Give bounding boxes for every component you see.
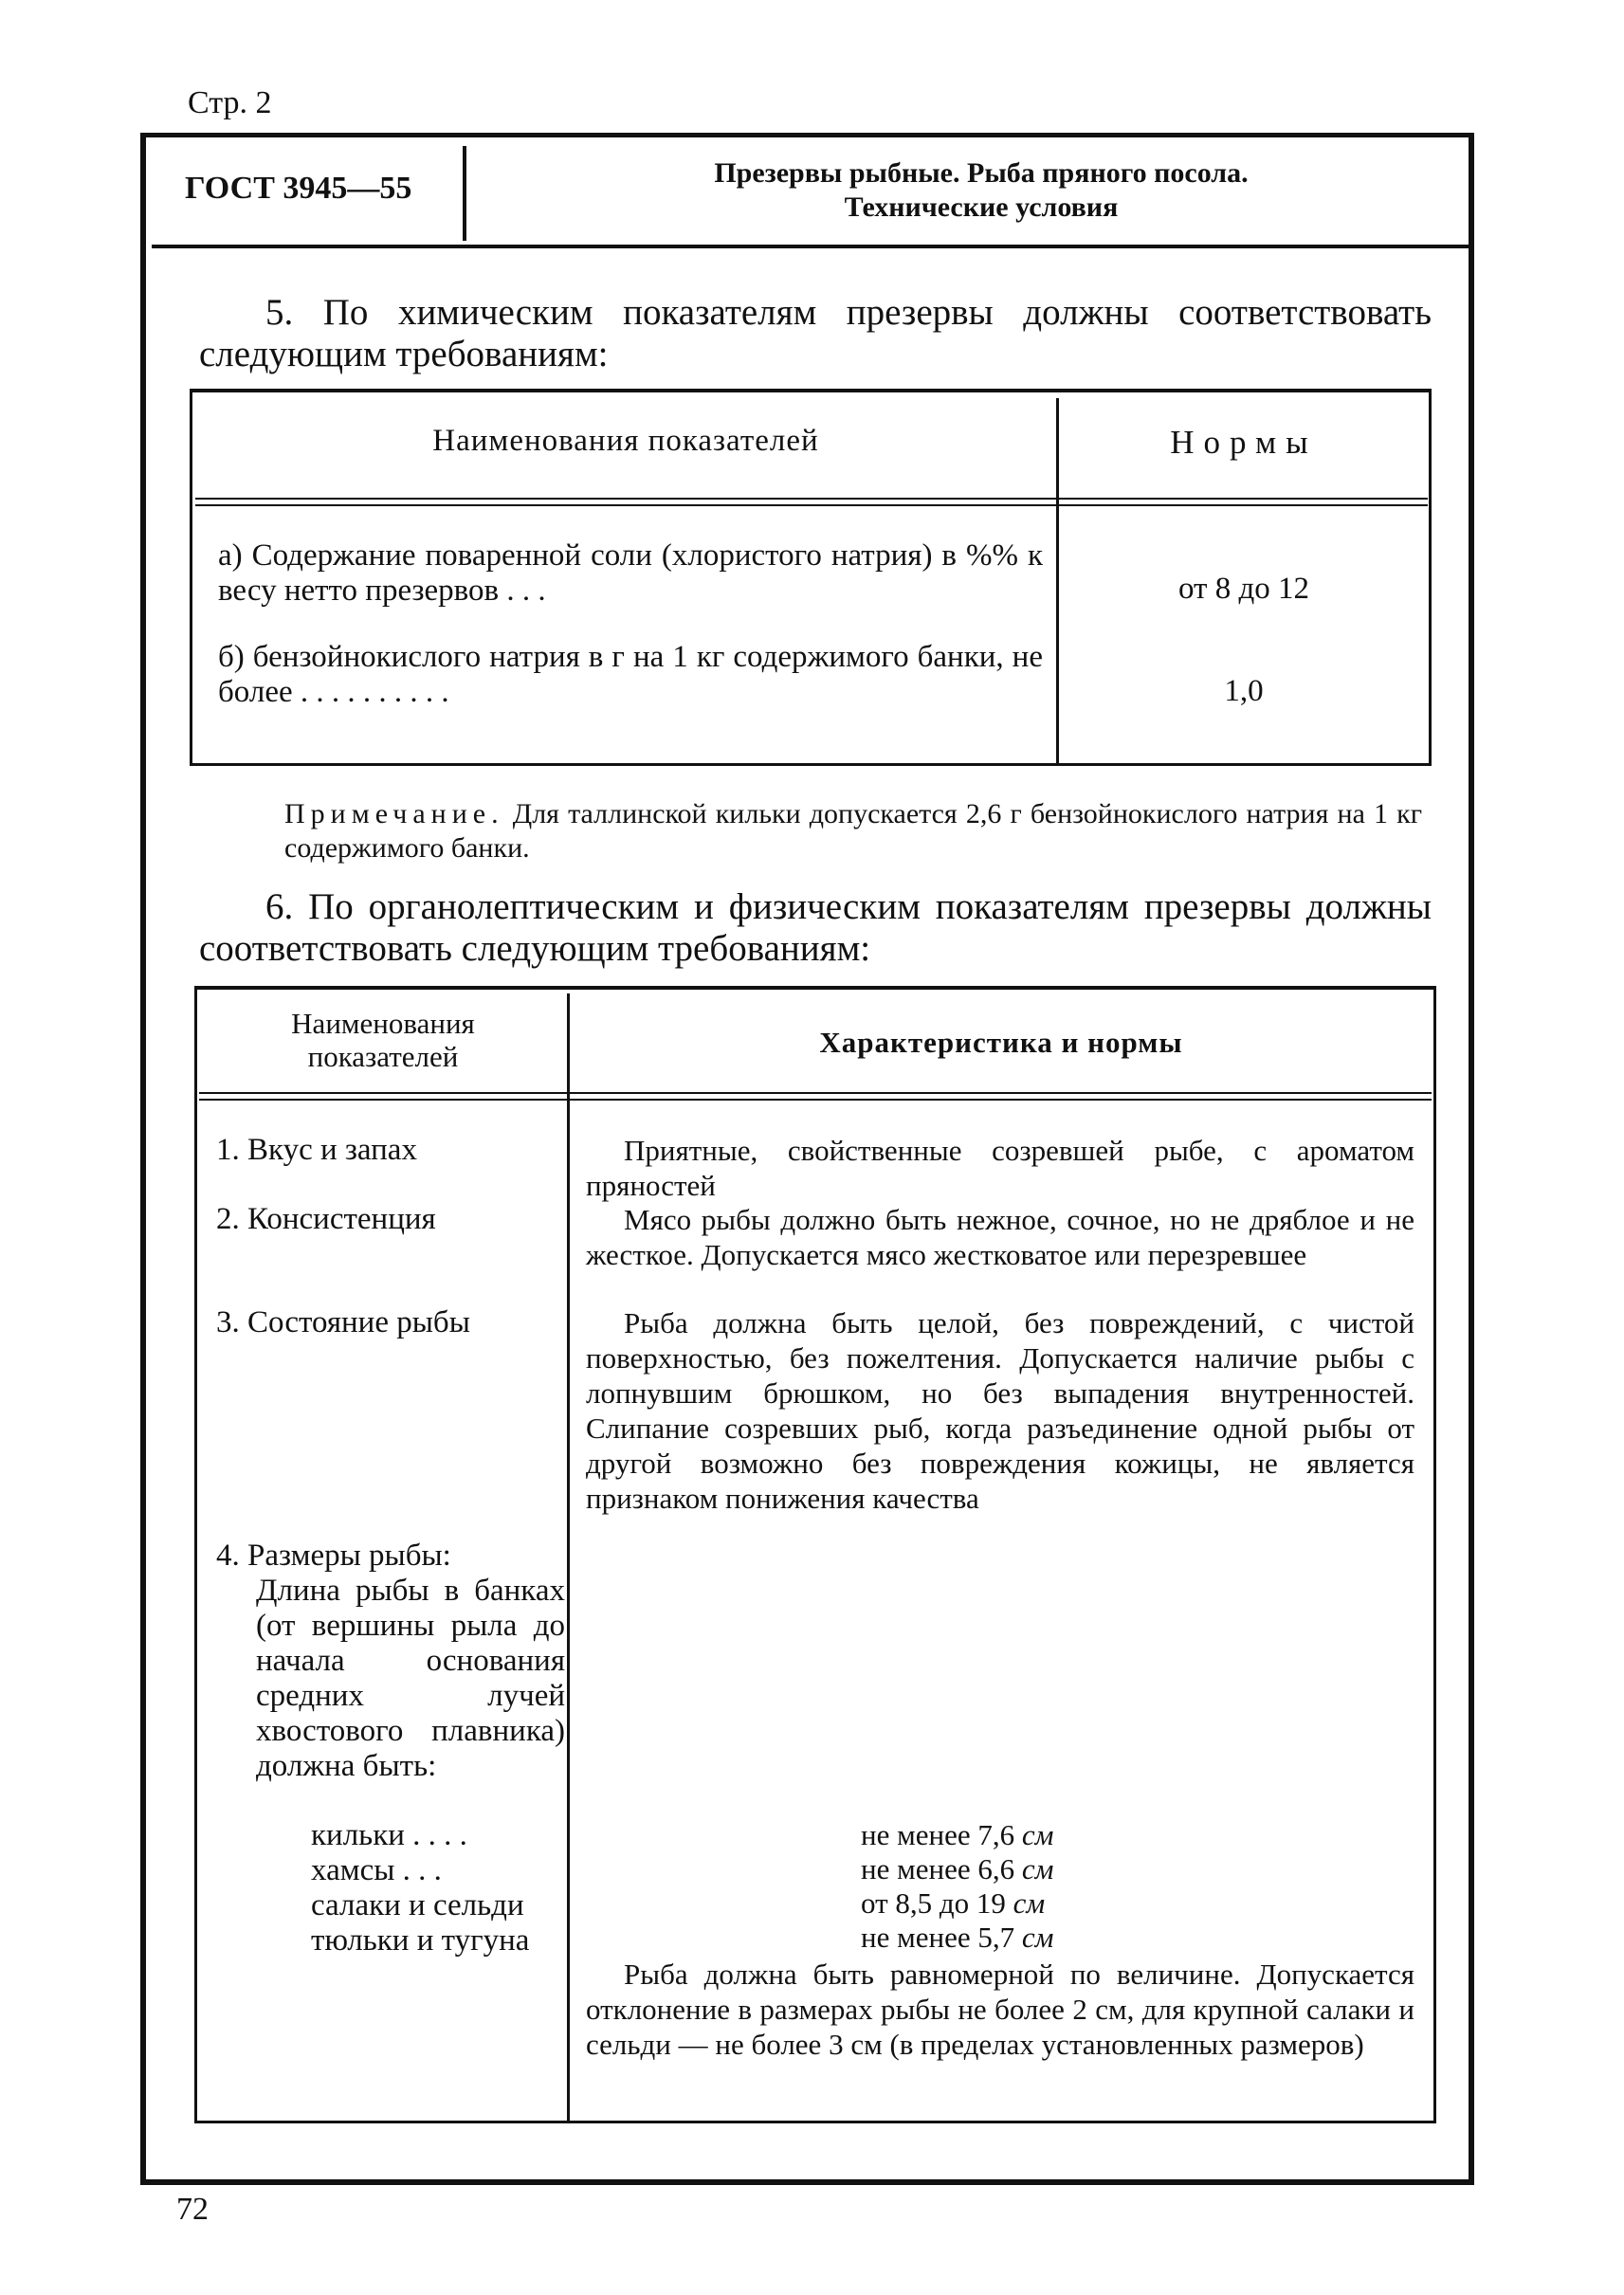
fish-size-list: [311, 1818, 567, 1958]
table-row-salt-name: а) Содержание поваренной соли (хлористого натрия) в %% к весу нетто презервов . . .: [218, 538, 1043, 608]
column-header-indicators: [199, 1007, 567, 1073]
table-note: [284, 797, 1422, 865]
table-top-rule: [190, 389, 1432, 392]
row-taste-name: 1. Вкус и запах: [216, 1133, 417, 1167]
fish-size-note: Рыба должна быть равномерной по величине. Допускается отклонение в размерах рыбы не более 2 см, для крупной салаки и сельди — не более 3 см (в пределах установленных размеров): [586, 1958, 1414, 2061]
column-header-norms: Нормы: [1170, 424, 1318, 461]
size-fish-tulka: тюльки и тугуна: [311, 1923, 530, 1958]
size-norm-tulka: не менее 5,7 см: [861, 1921, 1054, 1954]
table-header-rule: [199, 1092, 1432, 1094]
size-fish-herring: салаки и сельди: [311, 1888, 524, 1922]
page-number: 72: [176, 2192, 209, 2227]
header-rule: [152, 245, 1469, 248]
section-6-text: 6. По органолептическим и физическим показателям презервы должны соответствовать следующим требованиям:: [199, 886, 1432, 969]
note-text: Для таллинской кильки допускается 2,6 г бензойнокислого натрия на 1 кг содержимого банки.: [284, 798, 1423, 864]
table-row-benzoate-value: 1,0: [1224, 674, 1264, 708]
column-header-indicators: Наименования показателей: [432, 424, 819, 458]
row-fish-size-name: 4. Размеры рыбы:: [216, 1539, 451, 1573]
table-header-rule: [195, 504, 1428, 506]
table-row-salt-value: от 8 до 12: [1177, 572, 1310, 606]
size-norm-sprat: не менее 7,6 см: [861, 1818, 1054, 1851]
row-consistency-value: Мясо рыбы должно быть нежное, сочное, но не дряблое и не жесткое. Допускается мясо жестковатое или перезревшее: [586, 1203, 1414, 1271]
header-divider: [463, 146, 466, 241]
size-norm-anchovy: не менее 6,6 см: [861, 1852, 1054, 1885]
note-label: Примечание.: [284, 798, 504, 829]
size-fish-anchovy: хамсы . . .: [311, 1853, 442, 1887]
fish-size-intro: Длина рыбы в банках (от вершины рыла до начала основания средних лучей хвостового плавника) должна быть:: [256, 1574, 565, 1783]
table-top-rule: [194, 986, 1436, 990]
row-fish-state-name: 3. Состояние рыбы: [216, 1305, 470, 1339]
row-fish-state-value: Рыба должна быть целой, без повреждений, с чистой поверхностью, без пожелтения. Допускается наличие рыбы с лопнувшим брюшком, но без выпадения внутренностей. Слипание созревших рыб, когда разъединение одной рыбы от другой возможно без повреждения кожицы, не является признаком понижения качества: [586, 1306, 1414, 1515]
row-consistency-name: 2. Консистенция: [216, 1202, 436, 1236]
table-column-divider: [567, 993, 570, 2123]
page-label: Стр. 2: [188, 85, 272, 120]
size-fish-sprat: кильки . . . .: [311, 1818, 467, 1852]
standard-code: ГОСТ 3945—55: [185, 171, 412, 206]
standard-title-line2: Технические условия: [844, 191, 1119, 223]
column-header-line1: Наименования: [291, 1007, 475, 1040]
standard-title: [493, 156, 1469, 225]
standard-title-line1: Презервы рыбные. Рыба пряного посола.: [714, 157, 1249, 189]
table-header-rule: [199, 1099, 1432, 1101]
section-5-text: 5. По химическим показателям презервы должны соответствовать следующим требованиям:: [199, 292, 1432, 374]
fish-size-norms: [586, 1818, 1414, 1955]
row-taste-value: Приятные, свойственные созревшей рыбе, с ароматом пряностей: [586, 1134, 1414, 1202]
column-header-line2: показателей: [307, 1040, 459, 1073]
size-norm-herring: от 8,5 до 19 см: [861, 1886, 1046, 1920]
table-header-rule: [195, 498, 1428, 500]
column-header-characteristics: Характеристика и нормы: [819, 1026, 1183, 1059]
table-row-benzoate-name: б) бензойнокислого натрия в г на 1 кг содержимого банки, не более . . . . . . . . . .: [218, 640, 1043, 709]
